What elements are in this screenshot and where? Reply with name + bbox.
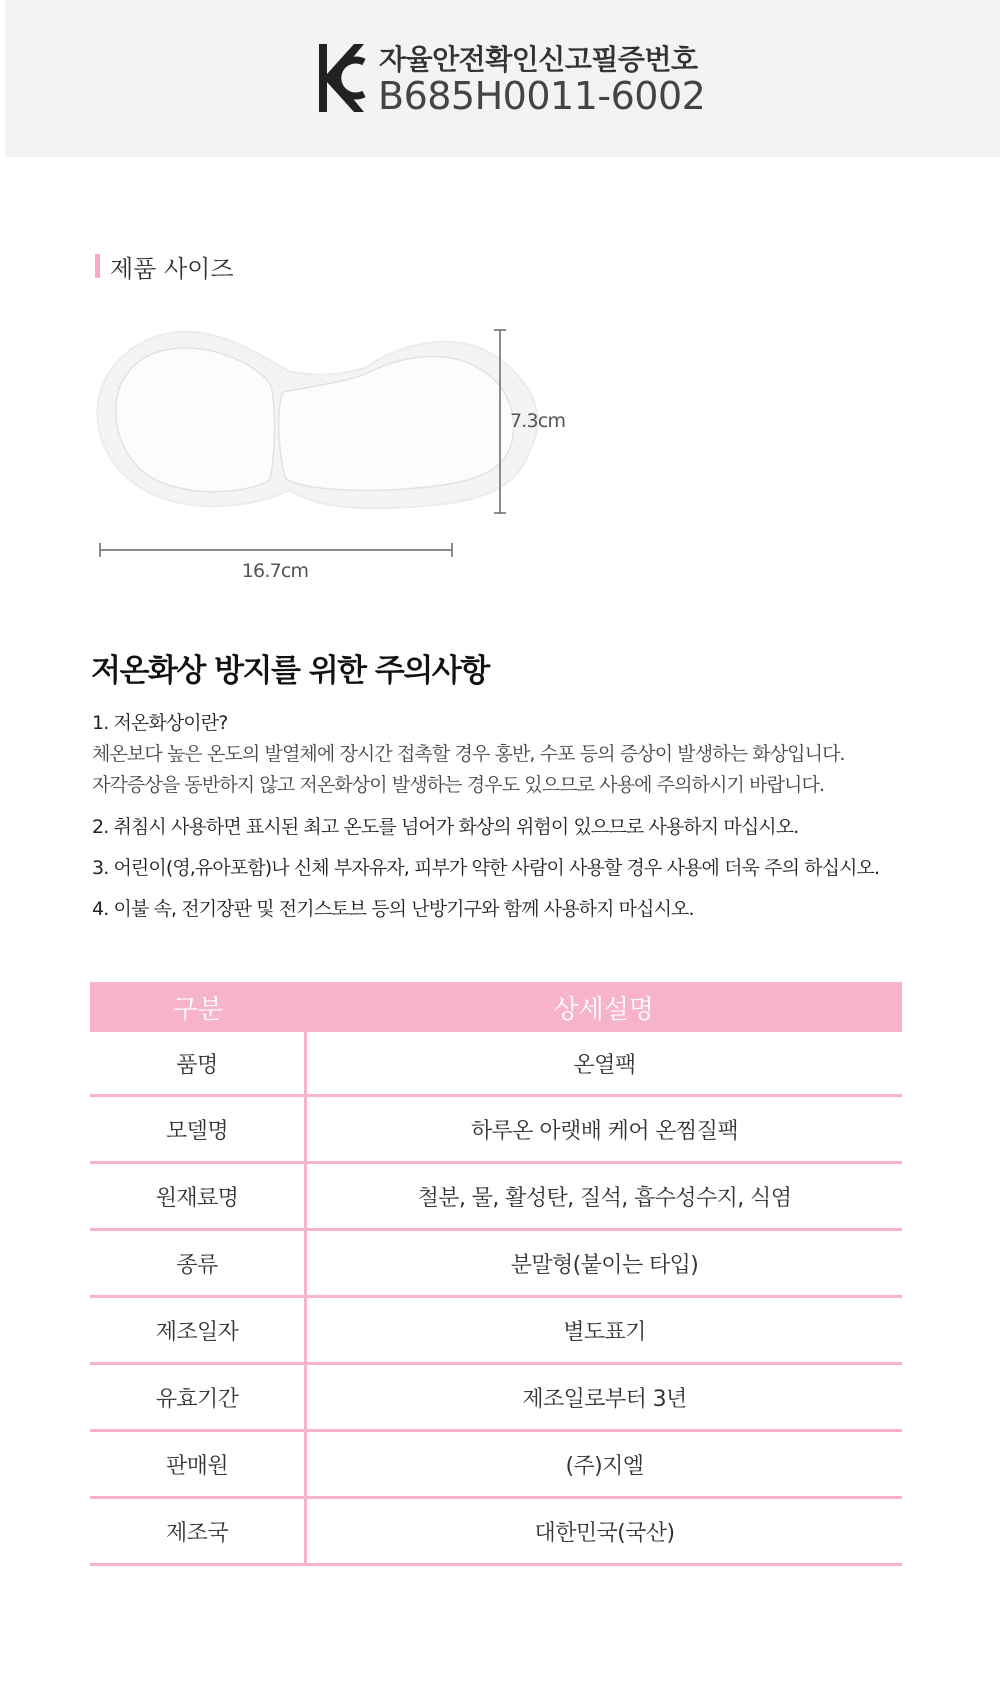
table-row-label: 원재료명 — [90, 1163, 306, 1230]
table-row-label: 품명 — [90, 1032, 306, 1096]
kc-certification-number: B685H0011-6002 — [378, 74, 706, 118]
kc-certification-banner — [5, 0, 1000, 157]
table-row-value: (주)지엘 — [306, 1431, 903, 1498]
table-row-value: 분말형(붙이는 타입) — [306, 1230, 903, 1297]
table-row-label: 제조국 — [90, 1498, 306, 1565]
product-size-heading-text: 제품 사이즈 — [110, 254, 234, 283]
caution-item-2: 2. 취침시 사용하면 표시된 최고 온도를 넘어가 화상의 위험이 있으므로 사용하지 마십시오. — [92, 816, 799, 838]
caution-item-1 — [92, 708, 845, 801]
table-row-label: 종류 — [90, 1230, 306, 1297]
heading-accent-bar — [95, 254, 100, 278]
table-row-label: 판매원 — [90, 1431, 306, 1498]
table-row — [90, 1230, 902, 1297]
table-row — [90, 1297, 902, 1364]
caution-item-1-head: 1. 저온화상이란? — [92, 712, 228, 734]
table-header-detail: 상세설명 — [306, 982, 903, 1032]
table-row-label: 제조일자 — [90, 1297, 306, 1364]
table-header-category: 구분 — [90, 982, 306, 1032]
kc-mark-icon — [316, 40, 368, 116]
caution-item-3: 3. 어린이(영,유아포함)나 신체 부자유자, 피부가 약한 사람이 사용할 경우 사용에 더욱 주의 하십시오. — [92, 857, 880, 879]
table-row — [90, 1032, 902, 1096]
table-header-row — [90, 982, 902, 1032]
table-row-value: 철분, 물, 활성탄, 질석, 흡수성수지, 식염 — [306, 1163, 903, 1230]
caution-item-1-line-2: 자각증상을 동반하지 않고 저온화상이 발생하는 경우도 있으므로 사용에 주의하시기 바랍니다. — [92, 774, 825, 796]
kc-certification-title: 자율안전확인신고필증번호 — [379, 43, 698, 76]
table-row-value: 하루온 아랫배 케어 온찜질팩 — [306, 1096, 903, 1163]
product-size-heading — [95, 252, 234, 283]
table-row-value: 제조일로부터 3년 — [306, 1364, 903, 1431]
table-row-label: 모델명 — [90, 1096, 306, 1163]
table-row-label: 유효기간 — [90, 1364, 306, 1431]
table-row — [90, 1096, 902, 1163]
product-info-table — [90, 982, 902, 1566]
caution-title: 저온화상 방지를 위한 주의사항 — [91, 653, 489, 689]
table-row-value: 별도표기 — [306, 1297, 903, 1364]
table-row-value: 대한민국(국산) — [306, 1498, 903, 1565]
table-row — [90, 1163, 902, 1230]
table-row — [90, 1498, 902, 1565]
caution-item-1-line-1: 체온보다 높은 온도의 발열체에 장시간 접촉할 경우 홍반, 수포 등의 증상이 발생하는 화상입니다. — [92, 743, 845, 765]
height-dimension-label: 7.3cm — [510, 410, 566, 432]
table-row — [90, 1364, 902, 1431]
table-row — [90, 1431, 902, 1498]
product-size-illustration — [90, 320, 570, 590]
width-dimension-label: 16.7cm — [241, 560, 309, 582]
table-row-value: 온열팩 — [306, 1032, 903, 1096]
caution-item-4: 4. 이불 속, 전기장판 및 전기스토브 등의 난방기구와 함께 사용하지 마십시오. — [92, 898, 694, 920]
